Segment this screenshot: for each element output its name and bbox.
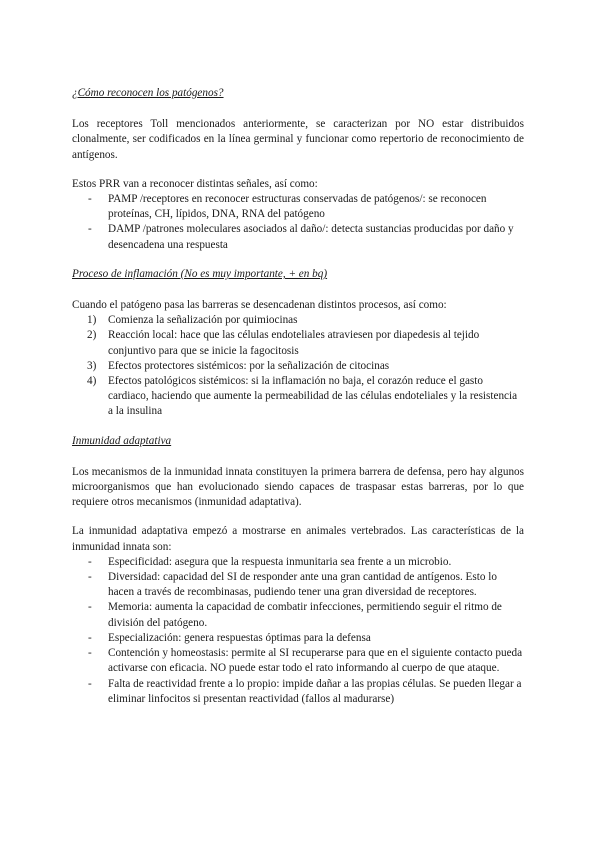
section-heading-reconocimiento: ¿Cómo reconocen los patógenos? [72, 87, 224, 99]
paragraph-inflamacion-intro: Cuando el patógeno pasa las barreras se desencadenan distintos procesos, así como: [72, 299, 447, 312]
list-item [72, 570, 524, 600]
list-item-text: DAMP /patrones moleculares asociados al daño/: detecta sustancias producidas por daño y desencadena una respuesta [108, 223, 514, 251]
list-item-text: Comienza la señalización por quimiocinas [108, 314, 298, 327]
number-marker: 2) [87, 329, 97, 342]
list-item-text: Falta de reactividad frente a lo propio: impide dañar a las propias células. Se pueden llegar a eliminar linfocitos si presentan reactividad (fallos al madurarse) [108, 677, 522, 705]
dash-marker: - [88, 631, 92, 644]
list-item-text: Efectos protectores sistémicos: por la señalización de citocinas [108, 359, 390, 372]
inflamacion-list [72, 313, 524, 419]
paragraph-prr-intro: Estos PRR van a reconocer distintas señales, así como: [72, 177, 318, 190]
number-marker: 4) [87, 375, 97, 388]
list-item [72, 600, 524, 630]
paragraph-toll-receptors: Los receptores Toll mencionados anteriormente, se caracterizan por NO estar distribuidos clonalmente, ser codificados en la línea germinal y funcionar como repertorio de reconocimiento de antígenos. [72, 118, 524, 161]
dash-marker: - [88, 601, 92, 614]
dash-marker: - [88, 571, 92, 584]
list-item [72, 555, 524, 570]
caracteristicas-list [72, 555, 524, 707]
number-marker: 3) [87, 359, 97, 372]
list-item-text: Efectos patológicos sistémicos: si la inflamación no baja, el corazón reduce el gasto cardiaco, haciendo que aumente la permeabilidad de las células endoteliales y la resistencia a la insulina [108, 375, 518, 418]
list-item-text: Especificidad: asegura que la respuesta inmunitaria sea frente a un microbio. [108, 555, 452, 568]
list-item [72, 646, 524, 676]
section-heading-inflamacion: Proceso de inflamación (No es muy importante, + en bq) [72, 267, 328, 280]
list-item [72, 328, 524, 358]
list-item [72, 192, 524, 222]
dash-marker: - [88, 193, 92, 206]
list-item-text: Reacción local: hace que las células endoteliales atraviesen por diapedesis al tejido conjuntivo para que se inicie la fagocitosis [108, 329, 480, 357]
list-item-text: Especialización: genera respuestas óptimas para la defensa [108, 631, 371, 644]
dash-marker: - [88, 223, 92, 236]
list-item [72, 359, 524, 374]
list-item [72, 313, 524, 328]
dash-marker: - [88, 677, 92, 690]
document-page [72, 86, 524, 707]
dash-marker: - [88, 555, 92, 568]
list-item-text: Memoria: aumenta la capacidad de combatir infecciones, permitiendo seguir el ritmo de división del patógeno. [108, 601, 502, 629]
list-item [72, 222, 524, 252]
number-marker: 1) [87, 314, 97, 327]
prr-list [72, 192, 524, 253]
list-item-text: Contención y homeostasis: permite al SI recuperarse para que en el siguiente contacto pueda activarse con eficacia. NO puede estar todo el rato informando al cuerpo de que ataque. [108, 647, 523, 675]
list-item [72, 677, 524, 707]
list-item [72, 374, 524, 420]
paragraph-caracteristicas-intro: La inmunidad adaptativa empezó a mostrarse en animales vertebrados. Las características de la inmunidad innata son: [72, 525, 524, 553]
list-item-text: Diversidad: capacidad del SI de responder ante una gran cantidad de antígenos. Esto lo hacen a través de recombinasas, pudiendo tener una gran diversidad de receptores. [108, 571, 497, 599]
section-heading-inmunidad-adaptativa: Inmunidad adaptativa [72, 434, 172, 447]
paragraph-inmunidad-innata: Los mecanismos de la inmunidad innata constituyen la primera barrera de defensa, pero hay algunos microorganismos que han evolucionado siendo capaces de traspasar estas barreras, por lo que requiere otros mecanismos (inmunidad adaptativa). [72, 465, 524, 509]
list-item-text: PAMP /receptores en reconocer estructuras conservadas de patógenos/: se reconocen proteínas, CH, lípidos, DNA, RNA del patógeno [108, 193, 487, 221]
dash-marker: - [88, 647, 92, 660]
list-item [72, 631, 524, 646]
